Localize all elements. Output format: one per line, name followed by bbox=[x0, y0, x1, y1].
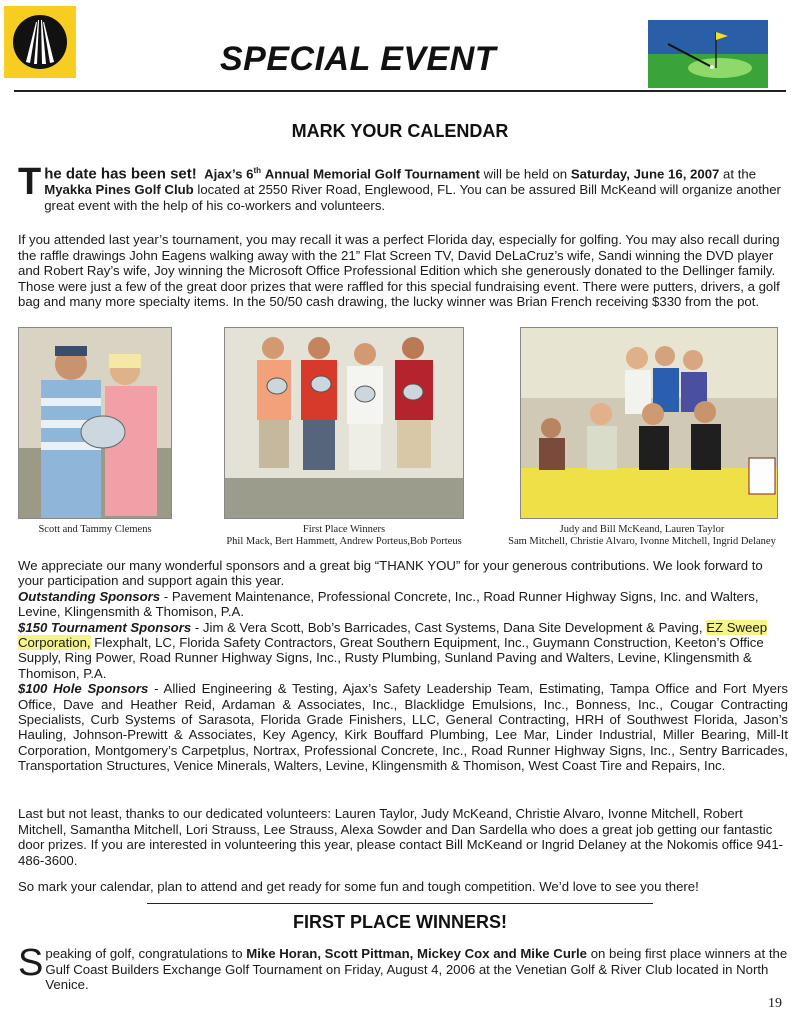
winner-names: Mike Horan, Scott Pittman, Mickey Cox and Mike Curle bbox=[246, 946, 588, 961]
event-venue: Myakka Pines Golf Club bbox=[44, 181, 194, 197]
photo-caption-2 bbox=[224, 524, 464, 548]
tournament-sponsors bbox=[18, 620, 788, 682]
ordinal-suffix: th bbox=[253, 166, 262, 175]
intro-lead: he date has been set! bbox=[44, 165, 197, 183]
page-number: 19 bbox=[768, 996, 782, 1011]
photo-volunteers bbox=[520, 327, 778, 519]
sponsor-tier-label: Outstanding Sponsors bbox=[18, 588, 161, 604]
sponsor-list: - Allied Engineering & Testing, Ajax’s Safety Leadership Team, Estimating, Tampa Office and Fort Myers Office, Dave and Heather Reid, Ardaman & Associates, Inc., Blacklidge Emulsions, Inc., Bonness, Inc., Cougar Contracting Specialists, Curb Systems of Sarasota, Florida Grade Finishers, LLC, General Contracting, HRH of Southwest Florida, Jason’s Hauling, Johnson-Prewitt & Associates, Key Agency, Kirk Bouffard Plumbing, Lee Mar, Linder Industrial, Miller Bearing, Mill-It Corporation, Montgomery’s Carpetplus, Nortrax, Professional Concrete, Inc., Road Runner Highway Signs, Inc., Sentry Barricades, Transportation Structures, Venice Minerals, Walters, Levine, Klingensmith & Thomison, West Coast Tire and Repairs, Inc. bbox=[18, 681, 789, 774]
volunteers-paragraph: Last but not least, thanks to our dedicated volunteers: Lauren Taylor, Judy McKeand, Christie Alvaro, Ivonne Mitchell, Robert Mitchell, Samantha Mitchell, Lori Strauss, Lee Strauss, Alexa Sowder and Dan Sardella who does a great job getting our fantastic door prizes. If you are interested in volunteering this year, please contact Bill McKeand or Ingrid Delaney at the Nokomis office 941-486-3600. bbox=[18, 806, 784, 868]
intro-text-1: will be held on bbox=[483, 166, 568, 182]
sponsor-list: - Pavement Maintenance, Professional Concrete, Inc., Road Runner Highway Signs, Inc. and Walters, Levine, Klingensmith & Thomison, P.A. bbox=[18, 588, 759, 620]
caption-line: Phil Mack, Bert Hammett, Andrew Porteus,Bob Porteus bbox=[226, 536, 462, 547]
winners-text-1: peaking of golf, congratulations to bbox=[45, 946, 243, 961]
caption-line: Scott and Tammy Clemens bbox=[38, 524, 152, 535]
recap-paragraph: If you attended last year’s tournament, you may recall it was a perfect Florida day, especially for golfing. You may also recall during the raffle drawings John Eagens walking away with the 21” Flat Screen TV, David DeLaCruz’s wife, Sandi winning the DVD player and Robert Ray’s wife, Joy winning the Microsoft Office Professional Edition which she generously donated to the Dellinger family. Those were just a few of the great door prizes that were raffled for this special fundraising event. There were putters, drivers, a golf bag and many more specialty items. In the 50/50 cash drawing, the lucky winner was Brian French receiving $330 from the pot. bbox=[18, 232, 780, 310]
sponsor-tier-label: $100 Hole Sponsors bbox=[18, 681, 149, 697]
caption-line: First Place Winners bbox=[302, 524, 386, 535]
sponsor-list: - Jim & Vera Scott, Bob’s Barricades, Cast Systems, Dana Site Development & Paving, bbox=[191, 619, 707, 635]
caption-line: Judy and Bill McKeand, Lauren Taylor bbox=[559, 524, 725, 535]
sponsor-list: Flexphalt, LC, Florida Safety Contractors, Great Southern Equipment, Inc., Guymann Construction, Keeton’s Office Supply, Ring Power, Road Runner Highway Signs, Inc., Rusty Plumbing, Sunland Paving and Walters, Levine, Klingensmith & Thomison, P.A. bbox=[18, 635, 764, 681]
photo-caption-1 bbox=[18, 524, 172, 536]
sponsor-tier-label: $150 Tournament Sponsors bbox=[18, 619, 192, 635]
winners-paragraph bbox=[18, 942, 788, 993]
intro-company: Ajax’s 6 bbox=[204, 166, 254, 182]
hole-sponsors bbox=[18, 681, 788, 773]
closing-paragraph: So mark your calendar, plan to attend and get ready for some fun and tough competition. We’d love to see you there! bbox=[18, 879, 699, 894]
highlighted-sponsor: EZ Sweep Corporation, bbox=[18, 619, 768, 651]
sponsors-section bbox=[18, 558, 788, 774]
event-date: Saturday, June 16, 2007 bbox=[570, 166, 720, 182]
section-divider bbox=[147, 903, 653, 904]
ajax-logo bbox=[4, 6, 76, 78]
winners-text-2: on being first place winners at the Gulf Coast Builders Exchange Golf Tournament on Friday, August 4, 2006 at the Venetian Golf & River Club located in North Venice. bbox=[45, 946, 788, 993]
photo-first-place bbox=[224, 327, 464, 519]
drop-cap: T bbox=[18, 161, 42, 203]
intro-paragraph bbox=[18, 163, 786, 213]
section-heading-calendar: MARK YOUR CALENDAR bbox=[291, 121, 509, 141]
intro-text-3: located at 2550 River Road, Englewood, FL. You can be assured Bill McKeand will organize another great event with the help of his co-workers and volunteers. bbox=[44, 181, 781, 213]
page-title: SPECIAL EVENT bbox=[220, 40, 497, 78]
caption-line: Sam Mitchell, Christie Alvaro, Ivonne Mitchell, Ingrid Delaney bbox=[508, 536, 776, 547]
thanks-paragraph: We appreciate our many wonderful sponsors and a great big “THANK YOU” for your generous contributions. We look forward to your participation and support again this year. bbox=[18, 558, 763, 589]
photo-caption-3 bbox=[492, 524, 792, 548]
intro-text-2: at the bbox=[723, 166, 757, 182]
drop-cap: S bbox=[18, 942, 44, 984]
outstanding-sponsors bbox=[18, 589, 788, 620]
golf-flag-icon bbox=[648, 20, 768, 88]
header-divider bbox=[14, 90, 786, 92]
photo-scott-tammy bbox=[18, 327, 172, 519]
section-heading-winners: FIRST PLACE WINNERS! bbox=[293, 912, 507, 932]
event-name: Annual Memorial Golf Tournament bbox=[264, 166, 480, 182]
